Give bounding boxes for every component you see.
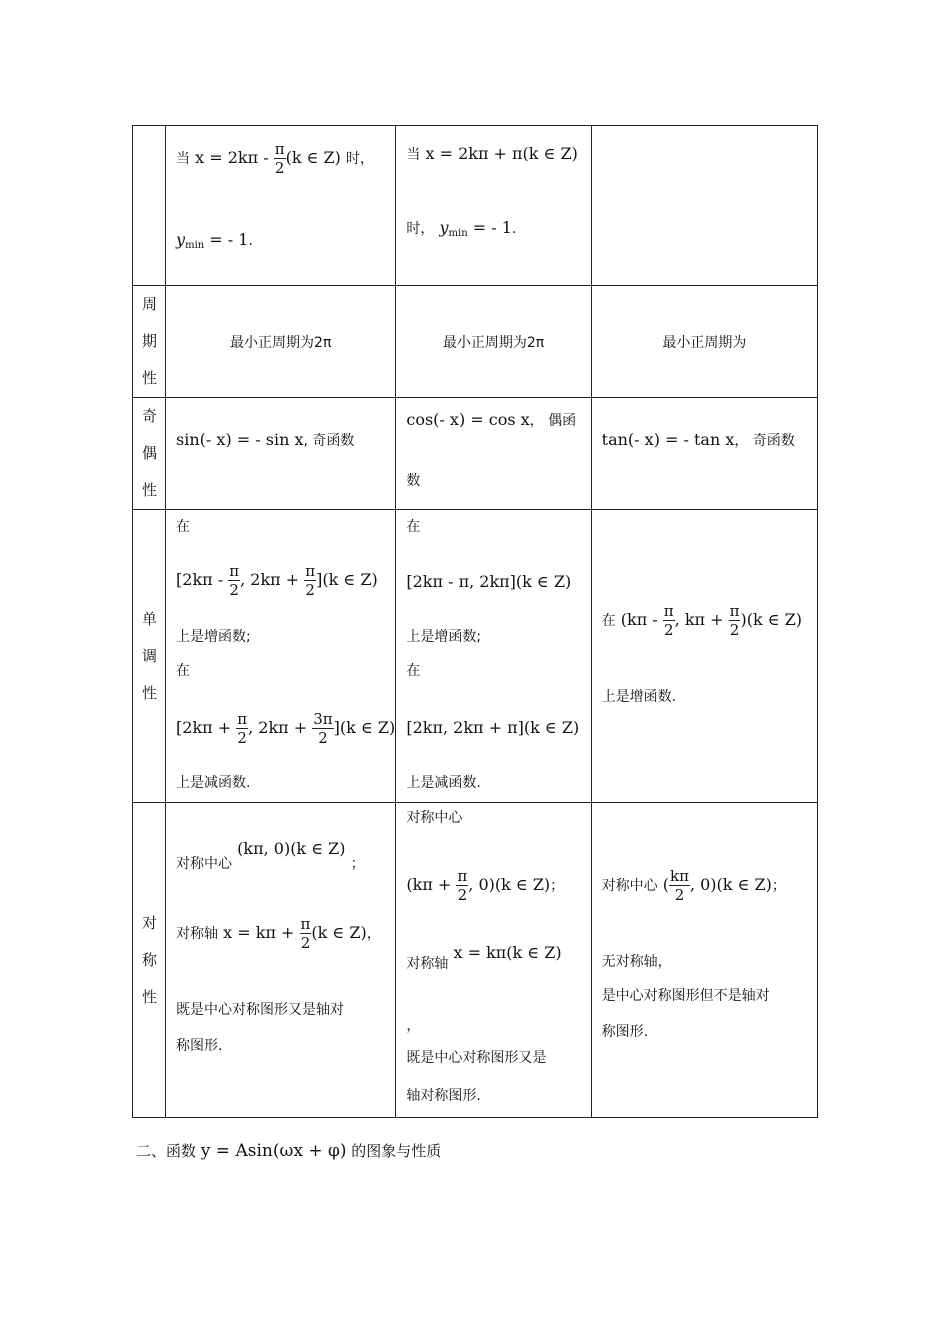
tan-period-cell: 最小正周期为 — [591, 286, 817, 398]
cos-parity-formula: cos(- x) = cos x — [406, 410, 530, 429]
cos-ymin: $y_{min}$ = - 1 — [439, 218, 512, 239]
parity-label: 奇 偶 性 — [133, 398, 166, 510]
symmetry-label: 对 称 性 — [133, 803, 166, 1118]
sin-symmetry-center: (kπ, 0)(k ∈ Z) — [237, 839, 346, 858]
parity-row — [133, 398, 818, 510]
sin-min-prefix: 当 — [176, 151, 191, 167]
sin-min-suffix: 时， — [345, 151, 374, 167]
cos-decreasing-interval: [2kπ, 2kπ + π](k ∈ Z) — [406, 718, 580, 737]
cos-increasing-interval: [2kπ - π, 2kπ](k ∈ Z) — [406, 572, 572, 591]
row-label-cell — [133, 126, 166, 286]
monotonic-row — [133, 510, 818, 803]
cos-symmetry-cell: 对称中心 (kπ + $\frac{\pi}{2}$ , 0)(k ∈ Z)； 对称轴 x = kπ(k ∈ Z) ， 既是中心对称图形又是 轴对称图形. — [396, 803, 591, 1118]
cos-monotonic-cell: 在 [2kπ - π, 2kπ](k ∈ Z) 上是增函数; 在 [2kπ, 2kπ + π](k ∈ Z) 上是减函数. — [396, 510, 591, 803]
minimum-row — [133, 126, 818, 286]
tan-monotonic-cell: 在 (kπ - $\frac{\pi}{2}$ , kπ + $\frac{\pi}{2}$ )(k ∈ Z) 上是增函数. — [591, 510, 817, 803]
sin-decreasing-interval: [2kπ + $\frac{\pi}{2}$ , 2kπ + $\frac{3\pi}{2}$ ](k ∈ Z) — [176, 710, 396, 747]
sin-parity-cell: sin(- x) = - sin x, 奇函数 — [166, 398, 396, 510]
sin-monotonic-cell: 在 [2kπ - $\frac{\pi}{2}$ , 2kπ + $\frac{\pi}{2}$ ](k ∈ Z) 上是增函数; 在 [2kπ + $\frac{\pi}{2}$ , 2kπ + $\frac{3\pi}{2}$ ](k ∈ Z) 上是减函数. — [166, 510, 396, 803]
section-heading: 二、函数 y = Asin(ωx + φ) 的图象与性质 — [136, 1141, 442, 1161]
sin-min-condition: x = 2kπ - $\frac{\pi}{2}$ (k ∈ Z) — [195, 140, 341, 177]
sin-increasing-interval: [2kπ - $\frac{\pi}{2}$ , 2kπ + $\frac{\pi}{2}$ ](k ∈ Z) — [176, 562, 378, 599]
cos-parity-cell: cos(- x) = cos x， 偶函 数 — [396, 398, 591, 510]
cos-min-condition: x = 2kπ + π(k ∈ Z) — [425, 144, 578, 163]
tan-symmetry-cell: 对称中心 ( $\frac{k\pi}{2}$ , 0)(k ∈ Z)； 无对称轴， 是中心对称图形但不是轴对 称图形. — [591, 803, 817, 1118]
tan-increasing-interval: 在 (kπ - $\frac{\pi}{2}$ , kπ + $\frac{\pi}{2}$ )(k ∈ Z) — [601, 602, 803, 639]
section-formula: y = Asin(ωx + φ) — [200, 1141, 347, 1161]
period-row — [133, 286, 818, 398]
tan-parity-cell: tan(- x) = - tan x， 奇函数 — [591, 398, 817, 510]
tan-symmetry-center: ( $\frac{k\pi}{2}$ , 0)(k ∈ Z) — [662, 867, 772, 904]
tan-parity-formula: tan(- x) = - tan x — [601, 430, 735, 449]
sin-parity-formula: sin(- x) = - sin x — [176, 430, 304, 449]
sin-minimum-cell: 当 x = 2kπ - $\frac{\pi}{2}$ (k ∈ Z) 时， $y_{min}$ = - 1. — [166, 126, 396, 286]
cos-minimum-cell: 当 x = 2kπ + π(k ∈ Z) 时， $y_{min}$ = - 1. — [396, 126, 591, 286]
sin-ymin: $y_{min}$ = - 1 — [176, 230, 249, 251]
period-label: 周 期 性 — [133, 286, 166, 398]
sin-symmetry-cell: 对称中心 (kπ, 0)(k ∈ Z) ； 对称轴 x = kπ + $\frac{\pi}{2}$ (k ∈ Z)， 既是中心对称图形又是轴对 称图形. — [166, 803, 396, 1118]
monotonic-label: 单 调 性 — [133, 510, 166, 803]
cos-period-cell: 最小正周期为2π — [396, 286, 591, 398]
trig-properties-table — [132, 125, 818, 1118]
sin-symmetry-axis: x = kπ + $\frac{\pi}{2}$ (k ∈ Z) — [223, 915, 367, 952]
symmetry-row — [133, 803, 818, 1118]
cos-symmetry-center: (kπ + $\frac{\pi}{2}$ , 0)(k ∈ Z) — [406, 867, 551, 904]
sin-period-cell: 最小正周期为2π — [166, 286, 396, 398]
pi-over-2-fraction: $\frac{\pi}{2}$ — [274, 140, 285, 177]
cos-symmetry-axis: x = kπ(k ∈ Z) — [453, 943, 562, 962]
tan-minimum-cell — [591, 126, 817, 286]
